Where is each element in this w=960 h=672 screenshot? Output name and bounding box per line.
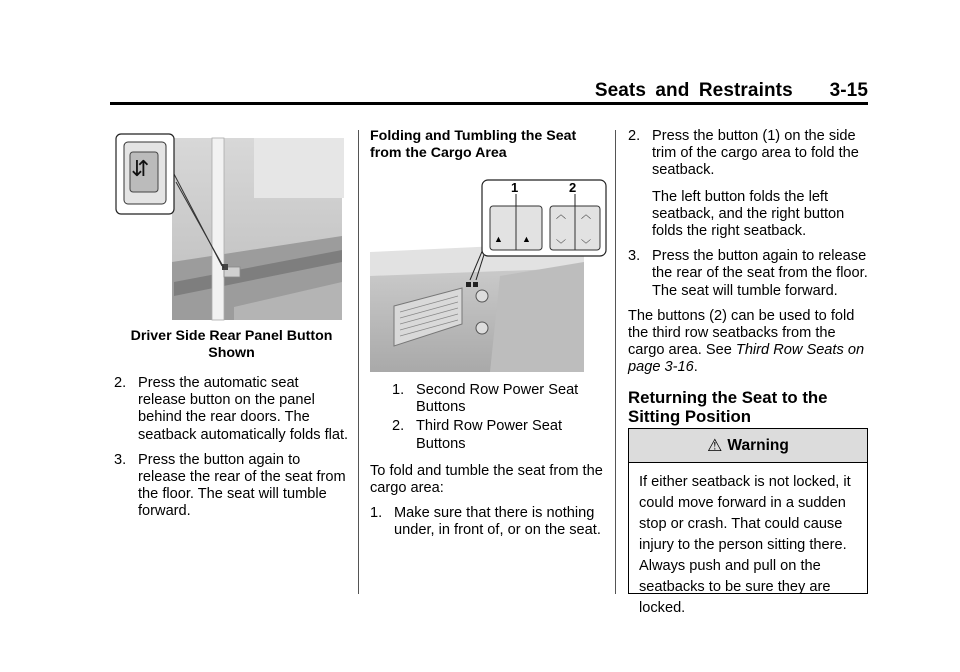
page-header (110, 78, 868, 108)
step-text: Make sure that there is nothing under, in front of, or on the seat. (394, 505, 601, 539)
right-steps (628, 128, 868, 300)
list-item (392, 382, 610, 416)
section-title: Seats and Restraints (594, 80, 793, 101)
seat-release-icon: ⇵ (131, 156, 150, 181)
caption-line-1: Driver Side Rear Panel Button (130, 328, 333, 344)
middle-steps (370, 505, 610, 539)
page-title (595, 80, 868, 102)
page-number: 3-15 (829, 80, 868, 101)
warning-icon: ⚠ (707, 435, 723, 455)
step-text: Press the button again to release the rear of the seat from the floor. The seat will tumble forward. (138, 451, 346, 520)
step-number: 1. (370, 505, 383, 522)
list-item (114, 375, 349, 444)
step-text: Press the automatic seat release button on the panel behind the rear doors. The seatback automatically folds flat. (138, 375, 349, 443)
column-divider-right (615, 130, 616, 594)
chevron-up-icon: ︿ (581, 210, 591, 221)
cross-reference-link[interactable]: Third Row Seats on page 3-16 (628, 342, 865, 376)
paragraph-end: . (693, 359, 698, 376)
column-divider-left (358, 130, 359, 594)
list-item (628, 128, 868, 240)
header-rule (110, 102, 868, 105)
third-row-paragraph (628, 308, 868, 377)
chevron-up-icon: ︿ (556, 210, 566, 221)
section-subheading: Folding and Tumbling the Seat from the Cargo Area (370, 128, 577, 161)
step-number: 2. (628, 128, 641, 144)
step-subtext: The left button folds the left seatback, and the right button folds the right seatback. (652, 188, 845, 240)
figure-legend (370, 382, 610, 453)
left-steps (114, 375, 349, 521)
step-number: 3. (628, 248, 641, 265)
legend-text: Third Row Power Seat Buttons (416, 418, 562, 452)
step-number: 3. (114, 451, 127, 468)
list-item (392, 418, 610, 452)
warning-text: If either seatback is not locked, it could move forward in a sudden stop or crash. That could cause injury to the person sitting there. Always push and pull on the seatbacks to be sure they are locked. (639, 474, 851, 616)
list-item (370, 505, 610, 539)
list-item (628, 248, 868, 300)
paragraph-text: The buttons (2) can be used to fold the third row seatbacks from the cargo area. See (628, 307, 855, 359)
callout-1: 1 (511, 180, 519, 195)
legend-text: Second Row Power Seat Buttons (416, 382, 579, 416)
cargo-area-figure (370, 176, 610, 372)
caption-line-2: Shown (208, 345, 255, 361)
legend-number: 1. (392, 382, 405, 398)
warning-title: Warning (727, 436, 789, 454)
figure-caption (114, 328, 349, 362)
list-item (114, 452, 349, 521)
callout-2: 2 (569, 180, 577, 195)
chevron-down-icon: ﹀ (581, 240, 591, 251)
chevron-down-icon: ﹀ (556, 240, 566, 251)
step-text: Press the button (1) on the side trim of the cargo area to fold the seatback. (652, 128, 859, 179)
warning-header (629, 429, 867, 463)
legend-number: 2. (392, 418, 405, 435)
fold-right-icon: ▲ (522, 234, 531, 244)
step-text: Press the button again to release the rear of the seat from the floor. The seat will tumble forward. (652, 248, 868, 299)
step-number: 2. (114, 375, 127, 391)
intro-paragraph: To fold and tumble the seat from the cargo area: (370, 462, 603, 497)
warning-box (628, 428, 868, 616)
driver-rear-panel-figure (114, 132, 344, 322)
section-heading: Returning the Seat to the Sitting Position (628, 387, 828, 427)
fold-left-icon: ▲ (494, 234, 503, 244)
